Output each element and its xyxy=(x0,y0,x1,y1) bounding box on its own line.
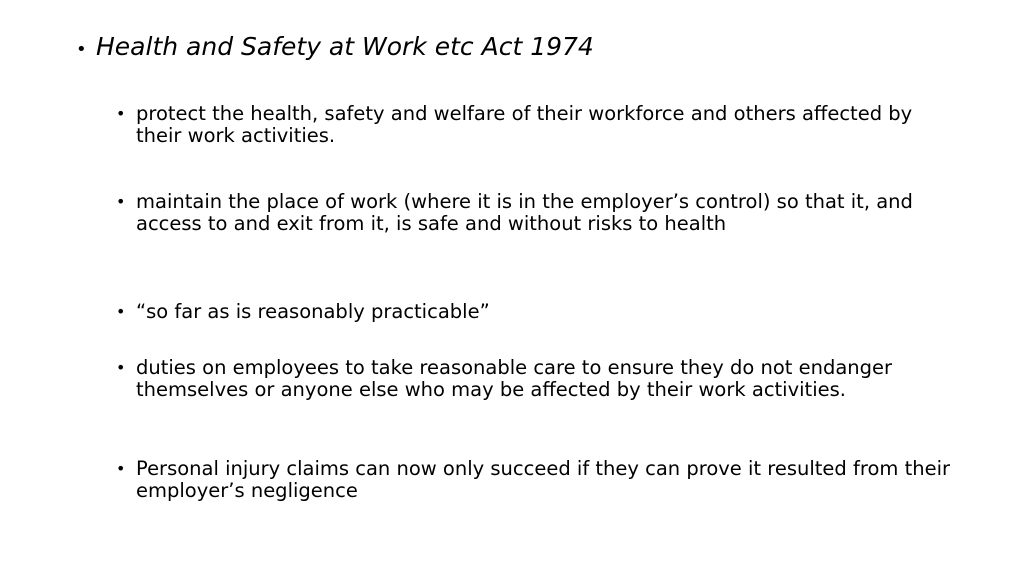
bullet-icon: • xyxy=(116,358,126,377)
bullet-icon: • xyxy=(76,39,87,60)
list-item-text: “so far as is reasonably practicable” xyxy=(136,300,490,323)
list-item-text: maintain the place of work (where it is in the employer’s control) so that it, and access to and exit from it, is safe and without risks to health xyxy=(136,190,913,235)
list-item xyxy=(116,191,976,235)
list-item-text: protect the health, safety and welfare of their workforce and others affected by their work activities. xyxy=(136,102,913,147)
bullet-icon: • xyxy=(116,459,126,478)
bullet-icon: • xyxy=(116,192,126,211)
list-item xyxy=(116,301,976,323)
bullet-icon: • xyxy=(116,104,126,123)
list-item-text: Personal injury claims can now only succeed if they can prove it resulted from their employer’s negligence xyxy=(136,457,951,502)
heading-bullet-point xyxy=(76,30,976,63)
list-item xyxy=(116,357,976,401)
list-item xyxy=(116,103,976,147)
list-item-text: duties on employees to take reasonable care to ensure they do not endanger themselves or anyone else who may be affected by their work activities. xyxy=(136,356,893,401)
list-item xyxy=(116,458,976,502)
bullet-icon: • xyxy=(116,302,126,321)
slide-heading: Health and Safety at Work etc Act 1974 xyxy=(96,32,594,61)
